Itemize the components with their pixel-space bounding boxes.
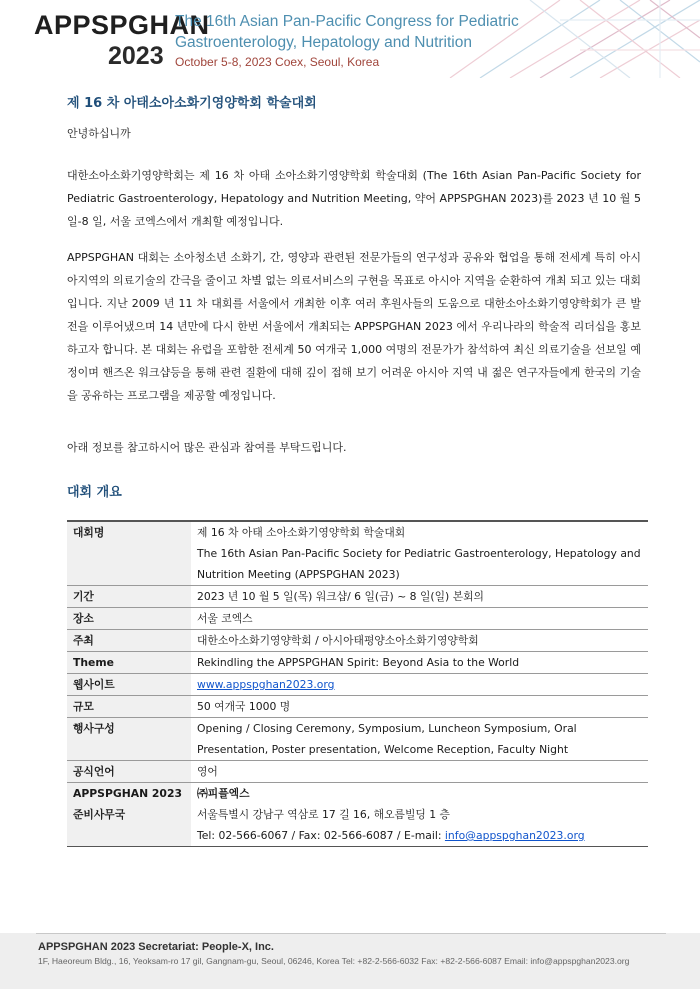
congress-logo: APPSPGHAN — [34, 10, 210, 40]
row-value-host: 대한소아소화기영양학회 / 아시아태평양소아소화기영양학회 — [191, 630, 648, 652]
row-value-name — [191, 521, 648, 586]
row-label-theme: Theme — [67, 652, 191, 674]
header-title-line1: The 16th Asian Pan-Pacific Congress for Pediatric — [175, 13, 519, 30]
table-row — [67, 674, 648, 696]
table-row — [67, 652, 648, 674]
document-title: 제 16 차 아태소아소화기영양학회 학술대회 — [67, 96, 317, 111]
row-value-program: Opening / Closing Ceremony, Symposium, Luncheon Symposium, Oral Presentation, Poster presentation, Welcome Reception, Faculty Night — [191, 718, 648, 761]
row-label-period: 기간 — [67, 586, 191, 608]
row-value-period: 2023 년 10 월 5 일(목) 워크샵/ 6 일(금) ~ 8 일(일) 본회의 — [191, 586, 648, 608]
row-value-venue: 서울 코엑스 — [191, 608, 648, 630]
row-label-secretariat — [67, 783, 191, 847]
table-row — [67, 586, 648, 608]
row-label-website: 웹사이트 — [67, 674, 191, 696]
secretariat-address: 서울특별시 강남구 역삼로 17 길 16, 해오름빌딩 1 층 — [197, 808, 450, 821]
greeting-text: 안녕하십니까 — [67, 127, 131, 140]
table-row — [67, 521, 648, 586]
header-date-venue: October 5-8, 2023 Coex, Seoul, Korea — [175, 55, 380, 69]
congress-name-english: The 16th Asian Pan-Pacific Society for Pediatric Gastroenterology, Hepatology and Nutrition Meeting (APPSPGHAN 2023) — [197, 547, 641, 581]
congress-description-paragraph: APPSPGHAN 대회는 소아청소년 소화기, 간, 영양과 관련된 전문가들의 연구성과 공유와 협업을 통해 전세계 특히 아시아지역의 의료기술의 간극을 줄이고 차별 없는 의료서비스의 구현을 목표로 아시아 지역을 순환하여 개최 되고 있는 대회입니다. 지난 2009 년 11 차 대회를 서울에서 개최한 이후 여러 후원사들의 도움으로 대한소아소화기영양학회가 큰 발전을 이루어냈으며 14 년만에 다시 한번 서울에서 개최되는 APPSPGHAN 2023 에서 우리나라의 학술적 리더십을 홍보하고자 합니다. 본 대회는 유럽을 포함한 전세계 50 여개국 1,000 여명의 전문가가 참석하여 최신 의료기술을 선보일 예정이며 핸즈온 워크샵등을 통해 관련 질환에 대해 깊이 접해 보기 어려운 아시아 지역 내 젊은 연구자들에게 한국의 기술을 공유하는 프로그램을 제공할 예정입니다. — [67, 251, 641, 402]
row-label-host: 주최 — [67, 630, 191, 652]
row-value-language: 영어 — [191, 761, 648, 783]
website-link[interactable]: www.appspghan2023.org — [197, 678, 335, 691]
row-value-secretariat — [191, 783, 648, 847]
row-value-scale: 50 여개국 1000 명 — [191, 696, 648, 718]
row-label-program: 행사구성 — [67, 718, 191, 761]
letterhead — [0, 0, 700, 78]
row-label-language: 공식언어 — [67, 761, 191, 783]
table-row — [67, 630, 648, 652]
footer-address: 1F, Haeoreum Bldg., 16, Yeoksam-ro 17 gil, Gangnam-gu, Seoul, 06246, Korea Tel: +82-2-566-6032 Fax: +82-2-566-6087 Email: info@appspghan2023.org — [38, 956, 630, 966]
secretariat-phone-fax: Tel: 02-566-6067 / Fax: 02-566-6087 / E-mail: — [197, 829, 445, 842]
secretariat-label-line1: APPSPGHAN 2023 — [73, 787, 182, 800]
table-row — [67, 718, 648, 761]
congress-overview-table — [67, 520, 648, 847]
decorative-line-pattern — [410, 0, 700, 78]
table-row — [67, 783, 648, 847]
table-row — [67, 761, 648, 783]
closing-paragraph: 아래 정보를 참고하시어 많은 관심과 참여를 부탁드립니다. — [67, 441, 347, 454]
row-label-scale: 규모 — [67, 696, 191, 718]
row-value-theme: Rekindling the APPSPGHAN Spirit: Beyond Asia to the World — [191, 652, 648, 674]
table-row — [67, 696, 648, 718]
header-title-line2: Gastroenterology, Hepatology and Nutrition — [175, 34, 472, 51]
row-value-website — [191, 674, 648, 696]
overview-section-title: 대회 개요 — [67, 485, 122, 500]
secretariat-email-link[interactable]: info@appspghan2023.org — [444, 829, 585, 842]
footer-divider — [36, 933, 666, 934]
table-row — [67, 608, 648, 630]
intro-paragraph: 대한소아소화기영양학회는 제 16 차 아태 소아소화기영양학회 학술대회 (The 16th Asian Pan-Pacific Society for Pediatric Gastroenterology, Hepatology and Nutrition Meeting, 약어 APPSPGHAN 2023)를 2023 년 10 월 5 일-8 일, 서울 코엑스에서 개최할 예정입니다. — [67, 169, 641, 228]
row-label-venue: 장소 — [67, 608, 191, 630]
secretariat-contact — [197, 825, 642, 846]
secretariat-company: ㈜피플엑스 — [197, 787, 250, 800]
footer-secretariat-name: APPSPGHAN 2023 Secretariat: People-X, Inc. — [38, 941, 274, 953]
row-label-name: 대회명 — [67, 521, 191, 586]
congress-name-korean: 제 16 차 아태 소아소화기영양학회 학술대회 — [197, 526, 406, 539]
congress-logo-year: 2023 — [108, 42, 164, 70]
secretariat-label-line2: 준비사무국 — [73, 808, 126, 821]
